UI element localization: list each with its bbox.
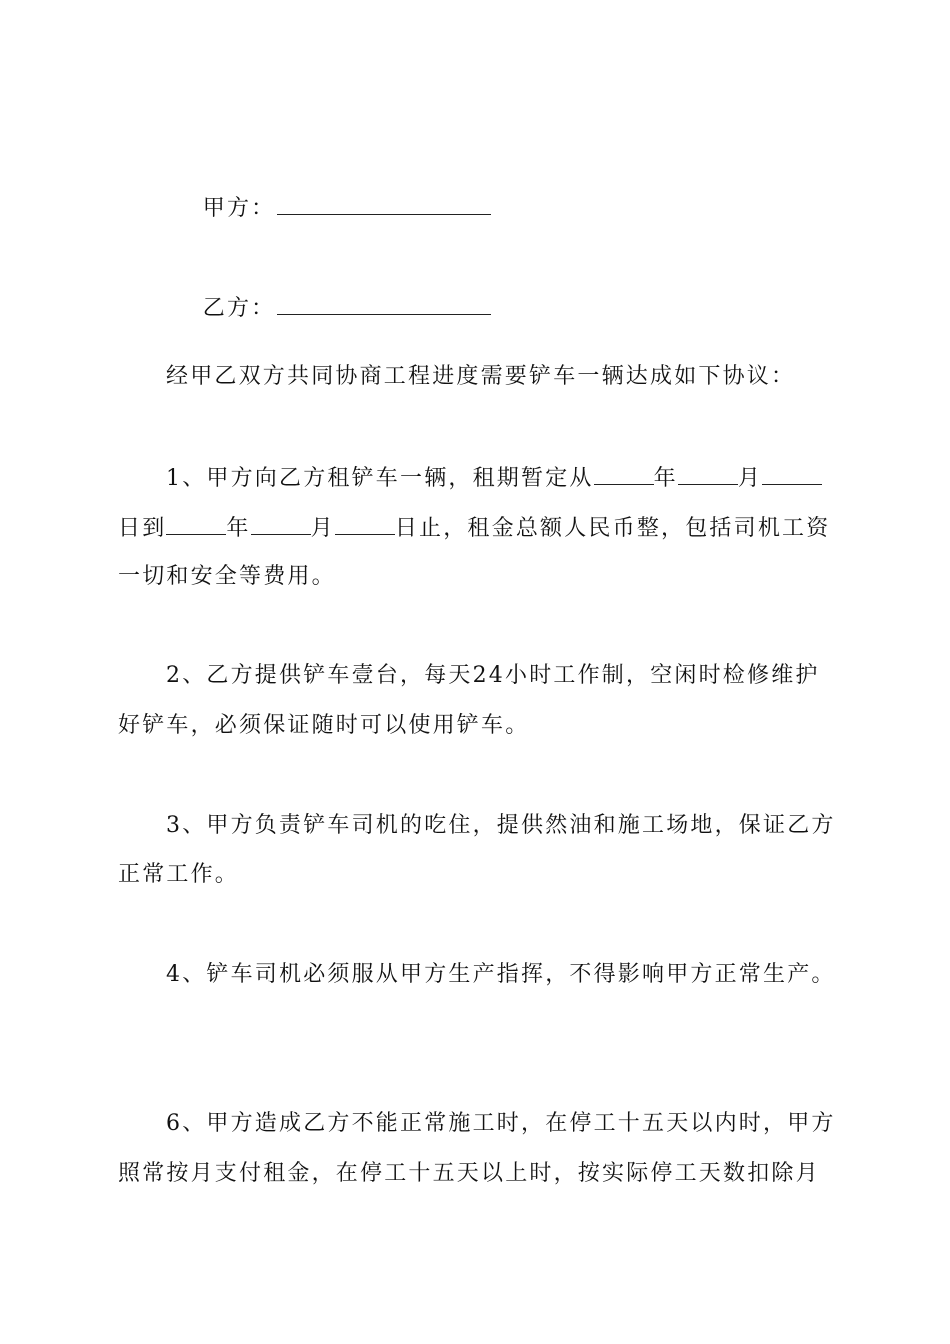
clause-2-line-2: 好铲车，必须保证随时可以使用铲车。	[118, 713, 530, 738]
party-b-line	[166, 264, 491, 354]
clause-6-line-1: 6、甲方造成乙方不能正常施工时，在停工十五天以内时，甲方	[166, 1111, 836, 1136]
party-b-label: 乙方：	[202, 296, 276, 321]
month-blank	[678, 462, 738, 485]
party-b-blank	[277, 296, 491, 315]
party-a-line	[166, 164, 491, 254]
year-blank	[594, 462, 654, 485]
party-a-blank	[277, 196, 491, 215]
day-to-label: 日到	[118, 516, 167, 541]
end-year-blank	[166, 512, 226, 535]
clause-2-line-1: 2、乙方提供铲车壹台，每天24小时工作制，空闲时检修维护	[166, 663, 820, 688]
end-month-label: 月	[310, 516, 335, 541]
clause-1-line-1	[166, 462, 822, 494]
party-a-label: 甲方：	[202, 196, 276, 221]
end-day-blank	[335, 512, 395, 535]
clause-3-line-1: 3、甲方负责铲车司机的吃住，提供然油和施工场地，保证乙方	[166, 813, 836, 838]
day-blank	[762, 462, 822, 485]
end-year-label: 年	[226, 516, 251, 541]
clause-1-text: 1、甲方向乙方租铲车一辆，租期暂定从	[166, 466, 594, 491]
clause-4-line-1: 4、铲车司机必须服从甲方生产指挥，不得影响甲方正常生产。	[166, 962, 836, 987]
clause-1-line-3: 一切和安全等费用。	[118, 564, 336, 589]
clause-1-line-2	[118, 512, 830, 544]
clause-6-line-2: 照常按月支付租金，在停工十五天以上时，按实际停工天数扣除月	[118, 1161, 820, 1186]
clause-1-rent-text: 日止，租金总额人民币整，包括司机工资	[394, 516, 831, 541]
end-month-blank	[251, 512, 311, 535]
year-label: 年	[653, 466, 678, 491]
intro-paragraph: 经甲乙双方共同协商工程进度需要铲车一辆达成如下协议：	[166, 364, 796, 389]
month-label: 月	[737, 466, 763, 491]
clause-3-line-2: 正常工作。	[118, 862, 240, 887]
